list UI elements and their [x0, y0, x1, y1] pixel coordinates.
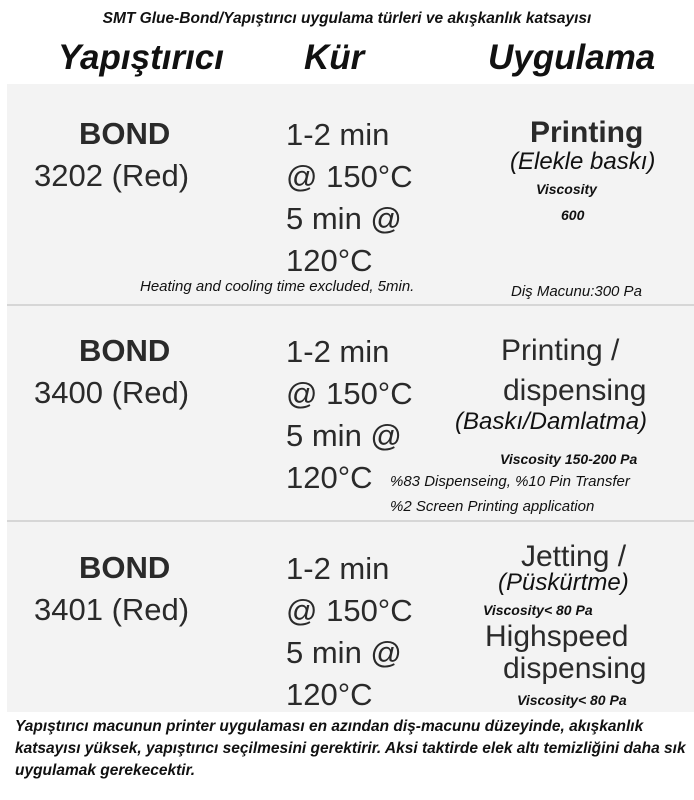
cure-line: 1-2 min: [286, 117, 390, 152]
footer-note: Yapıştırıcı macunun printer uygulaması en azından diş-macunu düzeyinde, akışkanlık katsayısı yüksek, yapıştırıcı seçilmesini gerektirir. Aksi taktirde elek altı temizliğini daha sık uygulamak gerekecektir.: [15, 718, 686, 779]
header-application: Uygulama: [488, 38, 656, 77]
cure-line: @ 150°C: [286, 593, 413, 628]
cure-line: 1-2 min: [286, 551, 390, 586]
bond-model: 3401 (Red): [34, 592, 190, 627]
usage-note: %83 Dispenseing, %10 Pin Transfer: [390, 473, 630, 490]
bond-label: BOND: [79, 116, 171, 151]
cure-line: 5 min @: [286, 635, 402, 670]
cure-line: 1-2 min: [286, 334, 390, 369]
bond-label: BOND: [79, 333, 171, 368]
cure-line: 120°C: [286, 677, 373, 712]
viscosity-value: Viscosity< 80 Pa: [483, 602, 593, 618]
toothpaste-viscosity: Diş Macunu:300 Pa: [511, 283, 642, 300]
cure-line: 120°C: [286, 460, 373, 495]
application-type: Highspeed: [485, 620, 629, 653]
application-type: Printing: [530, 116, 644, 149]
cure-line: 120°C: [286, 243, 373, 278]
viscosity-value: Viscosity 150-200 Pa: [500, 451, 638, 467]
cure-line: 5 min @: [286, 418, 402, 453]
bond-model: 3400 (Red): [34, 375, 190, 410]
viscosity-label: Viscosity: [536, 181, 597, 197]
cure-line: @ 150°C: [286, 376, 413, 411]
bond-label: BOND: [79, 550, 171, 585]
application-type: dispensing: [503, 374, 647, 407]
application-translation: (Elekle baskı): [510, 148, 656, 175]
usage-note: %2 Screen Printing application: [390, 498, 595, 515]
viscosity-value: 600: [561, 207, 585, 223]
row-divider: [7, 520, 694, 522]
header-adhesive: Yapıştırıcı: [58, 38, 224, 77]
header-cure: Kür: [304, 38, 365, 77]
viscosity-value: Viscosity< 80 Pa: [517, 692, 627, 708]
application-type: Jetting /: [521, 540, 627, 573]
application-translation: (Baskı/Damlatma): [455, 408, 648, 435]
application-type: dispensing: [503, 652, 647, 685]
cure-line: @ 150°C: [286, 159, 413, 194]
bond-model: 3202 (Red): [34, 158, 190, 193]
cure-note: Heating and cooling time excluded, 5min.: [140, 278, 415, 295]
application-translation: (Püskürtme): [498, 569, 629, 596]
page-title: SMT Glue-Bond/Yapıştırıcı uygulama türleri ve akışkanlık katsayısı: [102, 10, 592, 27]
cure-line: 5 min @: [286, 201, 402, 236]
application-type: Printing /: [501, 334, 620, 367]
row-divider: [7, 304, 694, 306]
